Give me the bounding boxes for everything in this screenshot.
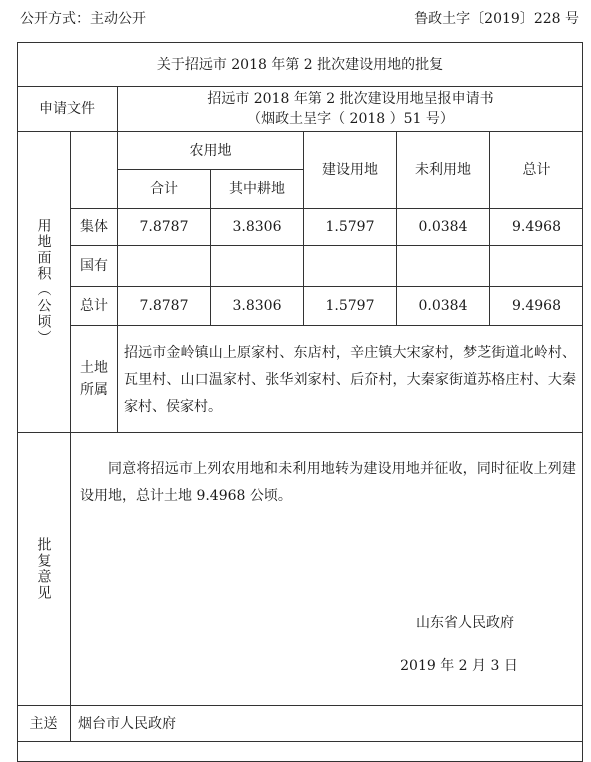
cell-collective-subtotal: 7.8787 [139,219,189,235]
header-agricultural-land: 农用地 [189,142,232,159]
rule-land-bottom [17,432,583,433]
header-total: 总计 [522,162,551,178]
recipient-label: 主送 [29,715,58,732]
header-construction-land: 建设用地 [322,162,378,178]
document-title: 关于招远市 2018 年第 2 批次建设用地的批复 [156,56,444,73]
application-line-2: （烟政土呈字（ 2018 ）51 号） [247,110,454,127]
land-ownership-villages: 招远市金岭镇山上原家村、东店村，辛庄镇大宋家村，梦芝街道北岭村、瓦里村、山口温家村、张华刘家村、后夼村，大秦家街道苏格庄村、大秦家村、侯家村。 [124,345,576,415]
cell-total-arable: 3.8306 [232,298,282,314]
approval-label: 批复意见 [35,537,52,601]
cell-collective-construction: 1.5797 [325,219,375,235]
cell-state-subtotal [118,246,210,286]
application-line-1: 招远市 2018 年第 2 批次建设用地呈报申请书 [207,90,494,107]
cell-total-construction: 1.5797 [325,298,375,314]
disclosure-method: 公开方式：主动公开 [20,11,146,27]
header-unused-land: 未利用地 [415,162,471,178]
header-arable: 其中耕地 [229,181,285,197]
row-name-total: 总计 [80,298,108,314]
approval-signer: 山东省人民政府 [416,615,514,631]
approval-date: 2019 年 2 月 3 日 [400,658,518,674]
recipient-value: 烟台市人民政府 [78,715,176,732]
cell-total-unused: 0.0384 [418,298,468,314]
rule-approval-divider [70,432,71,706]
row-name-collective: 集体 [80,219,108,235]
cell-total-subtotal: 7.8787 [139,298,189,314]
cell-collective-arable: 3.8306 [232,219,282,235]
land-ownership-label: 土地所属 [80,360,108,398]
document-number: 鲁政土字〔2019〕228 号 [414,11,579,27]
application-label: 申请文件 [39,101,95,117]
cell-state-construction [304,246,396,286]
rule-recipient-bottom [17,741,583,742]
land-area-label: 用地面积（公顷） [35,218,52,346]
cell-collective-total: 9.4968 [512,219,561,235]
header-subtotal: 合计 [150,181,178,197]
row-name-state-owned: 国有 [80,258,108,274]
cell-state-total [490,246,583,286]
cell-collective-unused: 0.0384 [418,219,468,235]
cell-state-unused [397,246,489,286]
approval-text: 同意将招远市上列农用地和未利用地转为建设用地并征收，同时征收上列建设用地，总计土地 9.4968 公顷。 [80,461,576,504]
cell-total-total: 9.4968 [512,298,561,314]
cell-state-arable [211,246,303,286]
rule-row3-bottom [70,325,583,326]
rule-recipient-divider [70,705,71,742]
